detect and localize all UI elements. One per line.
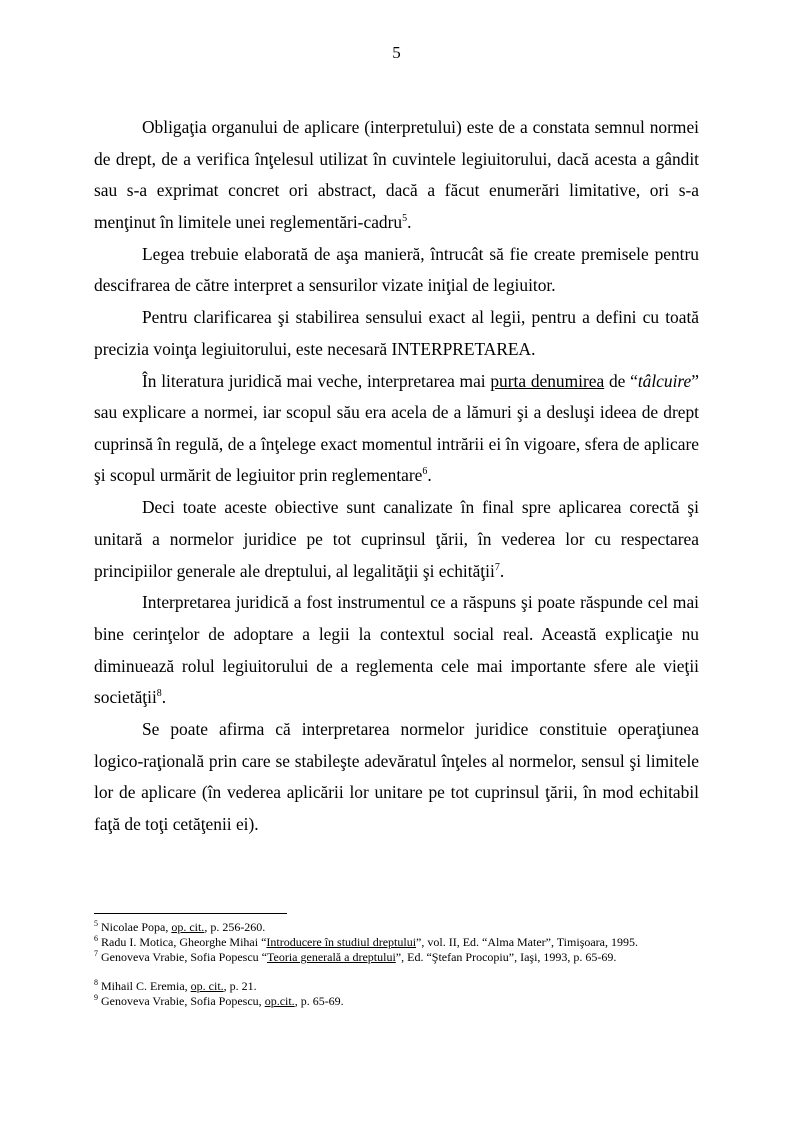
underlined-text: Teoria generală a dreptului	[267, 950, 396, 964]
text-run: .	[407, 211, 412, 232]
body-text	[94, 112, 699, 840]
footnote	[94, 979, 699, 993]
footnote-ref: 7	[494, 561, 500, 573]
text-run: , p. 65-69.	[294, 994, 344, 1008]
paragraph	[94, 714, 699, 840]
underlined-text: op. cit.	[171, 920, 205, 934]
underlined-text: Introducere în studiul dreptului	[266, 935, 417, 949]
footnote-ref: 5	[402, 212, 408, 224]
paragraph	[94, 302, 699, 365]
footnote-number: 7	[94, 949, 98, 958]
underlined-text: op.cit.	[264, 994, 295, 1008]
text-run: Deci toate aceste obiective sunt canalizate în final spre aplicarea corectă şi unitară a normelor juridice pe tot cuprinsul ţării, în vederea lor cu respectarea principiilor generale ale dreptului, al legalităţii şi echităţii	[94, 497, 699, 581]
footnotes	[94, 920, 699, 1009]
text-run: Nicolae Popa,	[98, 920, 172, 934]
footnote-ref: 8	[156, 688, 162, 700]
text-run: Legea trebuie elaborată de aşa manieră, întrucât să fie create premisele pentru descifrarea de către interpret a sensurilor vizate iniţial de legiuitor.	[94, 243, 699, 296]
footnote-number: 6	[94, 934, 98, 943]
footnote-ref: 6	[422, 466, 428, 478]
footnote	[94, 950, 699, 964]
underlined-text: op. cit.	[190, 979, 224, 993]
page-number: 5	[392, 43, 401, 62]
paragraph	[94, 112, 699, 238]
footnote-number: 9	[94, 993, 98, 1002]
underlined-text: purta denumirea	[490, 370, 605, 391]
text-run: .	[427, 465, 432, 486]
text-run: Radu I. Motica, Gheorghe Mihai “	[98, 935, 267, 949]
paragraph	[94, 366, 699, 492]
text-run: ”, vol. II, Ed. “Alma Mater”, Timişoara, 1995.	[416, 935, 639, 949]
text-run: .	[499, 560, 505, 581]
text-run: În literatura juridică mai veche, interpretarea mai	[142, 370, 491, 391]
paragraph	[94, 492, 699, 587]
footnote-number: 8	[94, 978, 98, 987]
footnote-separator	[94, 913, 287, 914]
text-run: Interpretarea juridică a fost instrumentul ce a răspuns şi poate răspunde cel mai bine cerinţelor de adoptare a legii la contextul social real. Această explicaţie nu diminuează rolul legiuitorului de a reglementa cele mai importante sfere ale vieţii societăţii	[94, 592, 699, 708]
paragraph	[94, 587, 699, 713]
footnote	[94, 935, 699, 949]
footnote	[94, 994, 699, 1008]
text-run: , p. 21.	[223, 979, 257, 993]
text-run: de “	[604, 370, 638, 391]
footnote-number: 5	[94, 919, 98, 928]
text-run: .	[161, 687, 167, 708]
text-run: Genoveva Vrabie, Sofia Popescu “	[98, 950, 268, 964]
italic-text: tâlcuire	[637, 370, 692, 391]
footnote	[94, 920, 699, 934]
text-run: ”, Ed. “Ştefan Procopiu”, Iaşi, 1993, p. 65-69.	[395, 950, 617, 964]
text-run: Pentru clarificarea şi stabilirea sensului exact al legii, pentru a defini cu toată precizia voinţa legiuitorului, este necesară INTERPRETAREA.	[94, 307, 699, 359]
paragraph	[94, 239, 699, 302]
text-run: , p. 256-260.	[204, 920, 266, 934]
text-run: ” sau explicare a normei, iar scopul său era acela de a lămuri şi a desluşi ideea de drept cuprinsă în regulă, de a înţelege exact momentul intrării ei în vigoare, sfera de aplicare şi scopul urmărit de legiuitor prin reglementare	[94, 370, 699, 486]
text-run: Mihail C. Eremia,	[98, 979, 191, 993]
text-run: Genoveva Vrabie, Sofia Popescu,	[98, 994, 265, 1008]
text-run: Obligaţia organului de aplicare (interpretului) este de a constata semnul normei de drept, de a verifica înţelesul utilizat în cuvintele legiuitorului, dacă acesta a gândit sau s-a exprimat concret ori abstract, dacă a făcut enumerări limitative, ori s-a menţinut în limitele unei reglementări-cadru	[94, 117, 699, 232]
text-run: Se poate afirma că interpretarea normelor juridice constituie operaţiunea logico-raţională prin care se stabileşte adevăratul înţeles al normelor, sensul şi limitele lor de aplicare (în vederea aplicării lor unitare pe tot cuprinsul ţării, în mod echitabil faţă de toţi cetăţenii ei).	[94, 719, 699, 834]
